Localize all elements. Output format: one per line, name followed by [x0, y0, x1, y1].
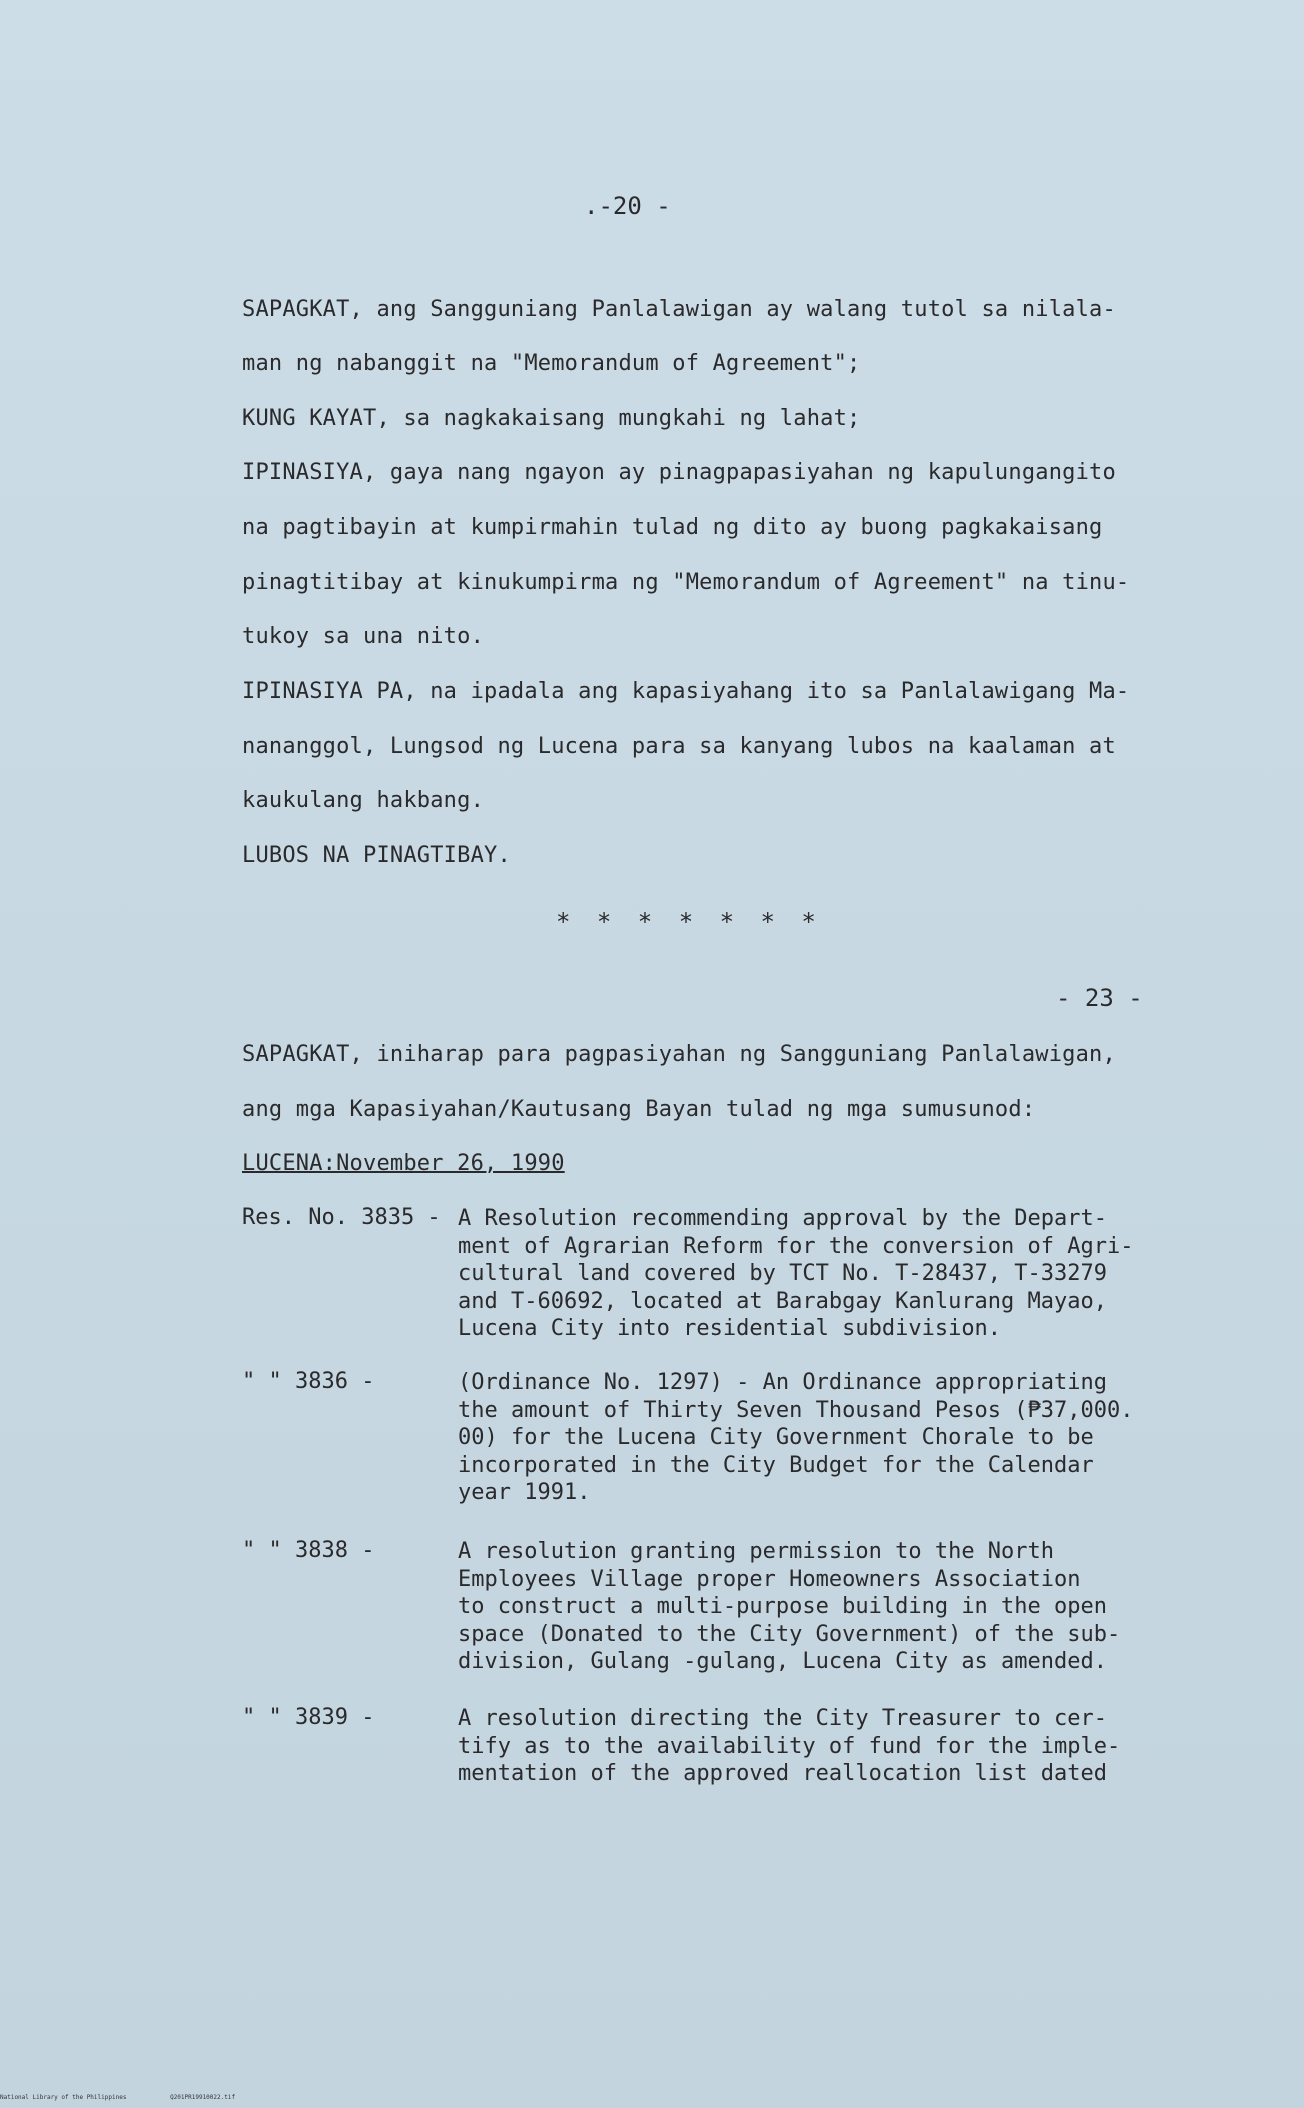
resolution-text: A Resolution recommending approval by the Depart- ment of Agrarian Reform for the conversion of Agri- cultural land covered by TCT No. T-28437, T-33279 and T-60692, located at Barabgay Kanlurang Mayao, Lucena City into residential subdivision. [458, 1206, 1134, 1341]
section-separator: * * * * * * * [556, 908, 822, 936]
paragraph-line: na pagtibayin at kumpirmahin tulad ng dito ay buong pagkakaisang [242, 515, 1103, 540]
paragraph-line: kaukulang hakbang. [242, 788, 485, 813]
resolution-text: A resolution granting permission to the North Employees Village proper Homeowners Association to construct a multi-purpose building in the open space (Donated to the City Government) of the sub- division, Gulang -gulang, Lucena City as amended. [458, 1539, 1121, 1674]
paragraph-line: tukoy sa una nito. [242, 624, 485, 649]
footer-library: National Library of the Philippines [0, 2094, 127, 2101]
scan-footer [0, 2094, 275, 2101]
paragraph-line: pinagtitibay at kinukumpirma ng "Memorandum of Agreement" na tinu- [242, 570, 1130, 595]
section-heading: LUCENA:November 26, 1990 [242, 1151, 565, 1176]
resolution-text: A resolution directing the City Treasurer to cer- tify as to the availability of fund for the imple- mentation of the approved reallocation list dated [458, 1706, 1121, 1786]
resolution-number: " " 3836 - [242, 1369, 375, 1394]
resolution-number: Res. No. 3835 - [242, 1205, 441, 1230]
paragraph-line: LUBOS NA PINAGTIBAY. [242, 843, 511, 868]
resolution-number: " " 3839 - [242, 1705, 375, 1730]
paragraph-line: IPINASIYA, gaya nang ngayon ay pinagpapasiyahan ng kapulungangito [242, 460, 1116, 485]
page-number-23: - 23 - [1056, 984, 1143, 1012]
resolution-text: (Ordinance No. 1297) - An Ordinance appropriating the amount of Thirty Seven Thousand Pesos (₱37,000. 00) for the Lucena City Government Chorale to be incorporated in the City Budget for the Calendar year 1991. [458, 1370, 1134, 1505]
page-number-20: .-20 - [584, 192, 671, 220]
intro-line: SAPAGKAT, iniharap para pagpasiyahan ng Sangguniang Panlalawigan, [242, 1042, 1116, 1067]
paragraph-line: man ng nabanggit na "Memorandum of Agreement"; [242, 351, 861, 376]
paragraph-line: nananggol, Lungsod ng Lucena para sa kanyang lubos na kaalaman at [242, 734, 1116, 759]
intro-line: ang mga Kapasiyahan/Kautusang Bayan tulad ng mga sumusunod: [242, 1097, 1036, 1122]
paragraph-line: KUNG KAYAT, sa nagkakaisang mungkahi ng lahat; [242, 406, 861, 431]
paragraph-line: SAPAGKAT, ang Sangguniang Panlalawigan ay walang tutol sa nilala- [242, 297, 1116, 322]
footer-file-id: Q201PR19910022.tif [170, 2094, 236, 2101]
paragraph-line: IPINASIYA PA, na ipadala ang kapasiyahang ito sa Panlalawigang Ma- [242, 679, 1130, 704]
resolution-number: " " 3838 - [242, 1538, 375, 1563]
